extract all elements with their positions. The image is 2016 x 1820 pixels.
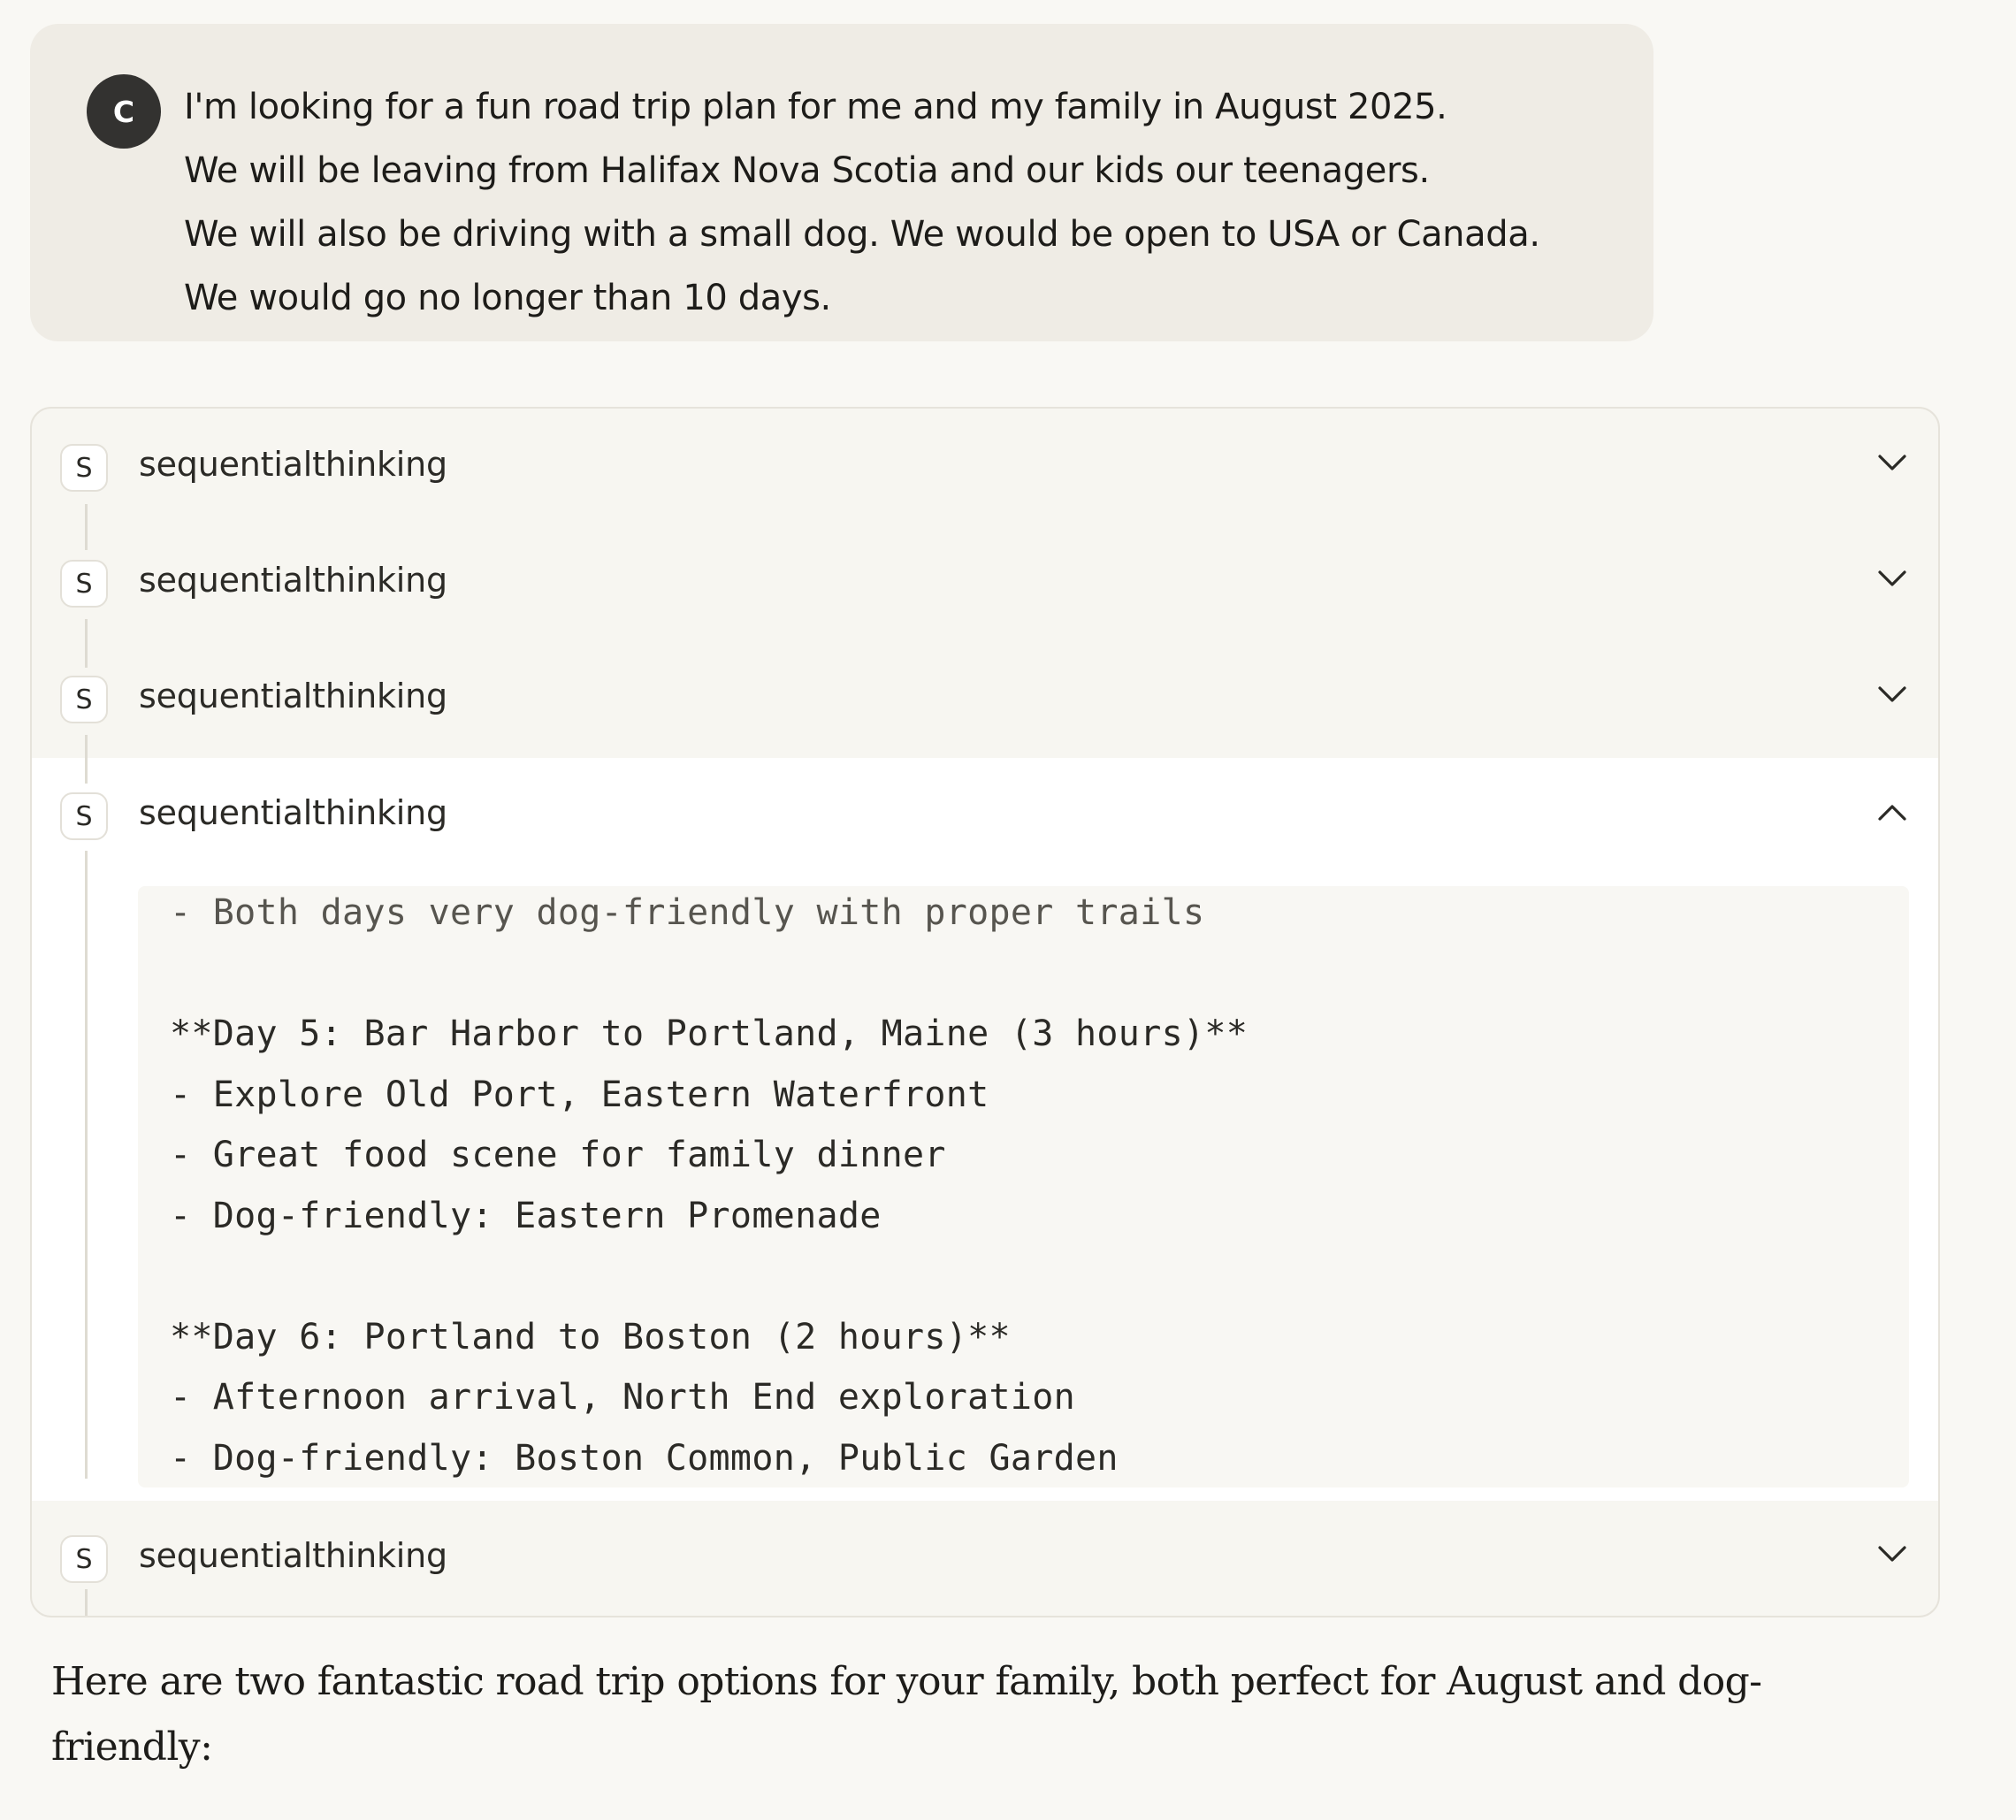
tool-s-icon: S	[60, 792, 108, 840]
output-line: - Both days very dog-friendly with proper trails	[170, 892, 1205, 933]
tool-call-row[interactable]	[32, 409, 1938, 484]
output-line: **Day 5: Bar Harbor to Portland, Maine (3 hours)**	[170, 1013, 1249, 1054]
user-avatar: C	[87, 74, 161, 149]
tool-call-row[interactable]	[32, 524, 1938, 600]
user-message-bubble	[30, 24, 1653, 341]
output-line: - Great food scene for family dinner	[170, 1135, 946, 1175]
timeline-connector	[85, 851, 88, 1479]
assistant-response-text: Here are two fantastic road trip options for your family, both perfect for August and dog-friendly:	[51, 1659, 1762, 1770]
user-message-line: We would go no longer than 10 days.	[184, 278, 831, 318]
output-line	[170, 944, 1248, 1005]
output-line: - Dog-friendly: Boston Common, Public Garden	[170, 1437, 1119, 1479]
chevron-down-icon[interactable]	[1871, 674, 1913, 716]
output-line: **Day 6: Portland to Boston (2 hours)**	[170, 1316, 1011, 1357]
output-line: - Afternoon arrival, North End exploration	[170, 1377, 1076, 1418]
user-message-line: We will be leaving from Halifax Nova Scotia and our kids our teenagers.	[184, 150, 1430, 191]
chevron-down-icon[interactable]	[1871, 558, 1913, 600]
chevron-up-icon[interactable]	[1871, 791, 1913, 833]
timeline-connector	[85, 1589, 88, 1617]
tool-output-block[interactable]	[138, 886, 1909, 1487]
user-message-line: I'm looking for a fun road trip plan for me and my family in August 2025.	[184, 87, 1447, 127]
tool-calls-panel	[30, 407, 1940, 1617]
user-message-line: We will also be driving with a small dog. We would be open to USA or Canada.	[184, 214, 1540, 255]
tool-call-row[interactable]	[32, 640, 1938, 715]
tool-call-name: sequentialthinking	[139, 793, 447, 832]
output-line: - Dog-friendly: Eastern Promenade	[170, 1195, 882, 1236]
tool-s-icon: S	[60, 444, 108, 492]
output-line	[170, 1246, 1248, 1307]
chevron-down-icon[interactable]	[1871, 442, 1913, 485]
tool-call-name: sequentialthinking	[139, 677, 447, 715]
tool-call-row[interactable]	[32, 1500, 1938, 1575]
tool-call-name: sequentialthinking	[139, 445, 447, 484]
tool-call-row-expanded[interactable]	[32, 757, 1938, 832]
tool-call-name: sequentialthinking	[139, 1536, 447, 1575]
user-message-text	[184, 88, 1540, 342]
tool-s-icon: S	[60, 560, 108, 608]
chevron-down-icon[interactable]	[1871, 1533, 1913, 1576]
tool-s-icon: S	[60, 676, 108, 723]
output-line: - Explore Old Port, Eastern Waterfront	[170, 1074, 989, 1115]
tool-output-text	[170, 886, 1248, 1487]
tool-s-icon: S	[60, 1535, 108, 1583]
tool-call-name: sequentialthinking	[139, 561, 447, 600]
